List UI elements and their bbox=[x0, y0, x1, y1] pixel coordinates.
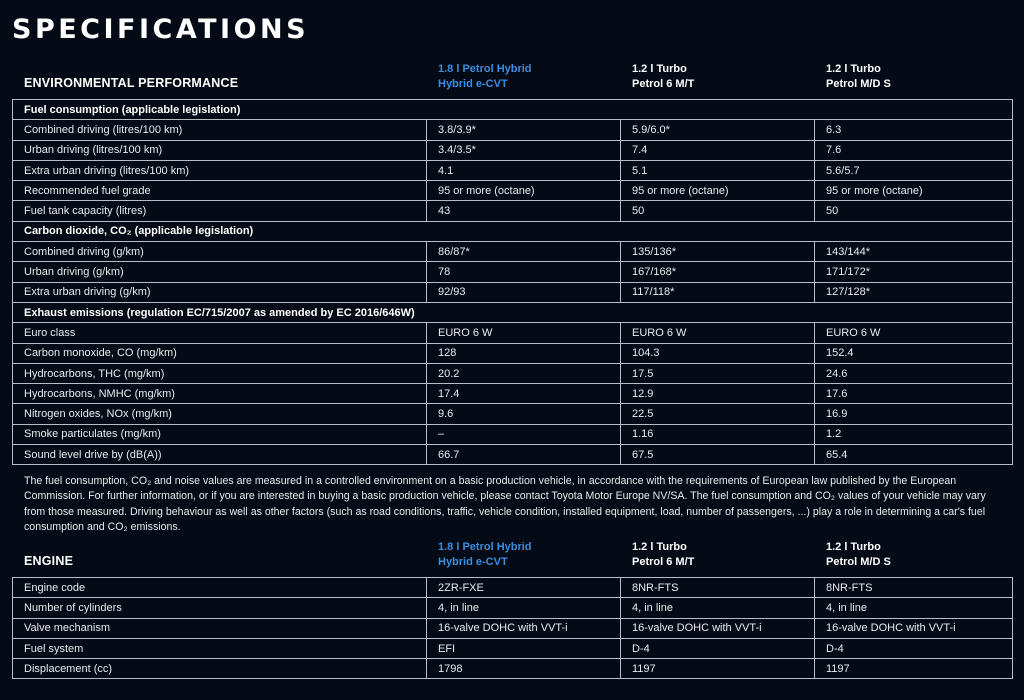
row-label: Combined driving (g/km) bbox=[13, 242, 427, 262]
measurement-note: The fuel consumption, CO₂ and noise values are measured in a controlled environment on a basic production vehicle, in accordance with the requirements of European law published by the European Commission. For further information, or if you are interested in buying a basic production vehicle, please contact Toyota Motor Europe NV/SA. The fuel consumption and CO₂ values of your vehicle may vary from those measured. Driving behaviour as well as other factors (such as road conditions, traffic, vehicle condition, installed equipment, load, number of passengers, ...) play a role in determining a car's fuel consumption and CO₂ emissions. bbox=[24, 475, 986, 533]
row-value: 86/87* bbox=[427, 242, 621, 262]
column-header-line2: Hybrid e-CVT bbox=[438, 556, 508, 568]
row-value: 128 bbox=[427, 343, 621, 363]
group-header-row bbox=[13, 302, 1013, 322]
group-header-row bbox=[13, 100, 1013, 120]
group-title: Exhaust emissions (regulation EC/715/2007 as amended by EC 2016/646W) bbox=[13, 302, 1013, 322]
row-value: 117/118* bbox=[621, 282, 815, 302]
row-value: 135/136* bbox=[621, 242, 815, 262]
row-value: EURO 6 W bbox=[621, 323, 815, 343]
row-label: Displacement (cc) bbox=[13, 659, 427, 679]
row-label: Recommended fuel grade bbox=[13, 181, 427, 201]
column-header-line1: 1.2 l Turbo bbox=[826, 63, 881, 75]
row-value: 16-valve DOHC with VVT-i bbox=[815, 618, 1013, 638]
row-value: 95 or more (octane) bbox=[621, 181, 815, 201]
row-value: 65.4 bbox=[815, 445, 1013, 465]
row-value: EURO 6 W bbox=[427, 323, 621, 343]
row-value: 4, in line bbox=[621, 598, 815, 618]
column-header-line1: 1.8 l Petrol Hybrid bbox=[438, 63, 532, 75]
column-header-line1: 1.2 l Turbo bbox=[632, 63, 687, 75]
table-row bbox=[13, 140, 1013, 160]
environmental-header bbox=[12, 62, 1012, 92]
row-label: Euro class bbox=[13, 323, 427, 343]
row-label: Urban driving (g/km) bbox=[13, 262, 427, 282]
row-value: 2ZR-FXE bbox=[427, 578, 621, 598]
row-label: Engine code bbox=[13, 578, 427, 598]
row-value: 95 or more (octane) bbox=[815, 181, 1013, 201]
row-value: 171/172* bbox=[815, 262, 1013, 282]
engine-table bbox=[12, 577, 1013, 679]
table-row bbox=[13, 445, 1013, 465]
row-label: Fuel tank capacity (litres) bbox=[13, 201, 427, 221]
row-value: 127/128* bbox=[815, 282, 1013, 302]
table-row bbox=[13, 120, 1013, 140]
environmental-title: ENVIRONMENTAL PERFORMANCE bbox=[24, 76, 239, 90]
row-value: 4, in line bbox=[427, 598, 621, 618]
row-label: Combined driving (litres/100 km) bbox=[13, 120, 427, 140]
column-header-line2: Petrol 6 M/T bbox=[632, 556, 695, 568]
table-row bbox=[13, 181, 1013, 201]
group-title: Fuel consumption (applicable legislation) bbox=[13, 100, 1013, 120]
row-value: 152.4 bbox=[815, 343, 1013, 363]
column-header-turbo-mt bbox=[632, 540, 694, 570]
row-label: Nitrogen oxides, NOx (mg/km) bbox=[13, 404, 427, 424]
table-row bbox=[13, 659, 1013, 679]
row-value: 1197 bbox=[815, 659, 1013, 679]
row-value: 4, in line bbox=[815, 598, 1013, 618]
row-label: Urban driving (litres/100 km) bbox=[13, 140, 427, 160]
column-header-line2: Petrol M/D S bbox=[826, 556, 891, 568]
column-header-turbo-mt bbox=[632, 62, 694, 92]
row-label: Number of cylinders bbox=[13, 598, 427, 618]
row-value: 5.6/5.7 bbox=[815, 160, 1013, 180]
row-value: 167/168* bbox=[621, 262, 815, 282]
row-value: 1798 bbox=[427, 659, 621, 679]
row-value: 7.4 bbox=[621, 140, 815, 160]
column-header-line1: 1.2 l Turbo bbox=[826, 541, 881, 553]
row-label: Extra urban driving (litres/100 km) bbox=[13, 160, 427, 180]
table-row bbox=[13, 618, 1013, 638]
table-row bbox=[13, 343, 1013, 363]
column-header-line2: Hybrid e-CVT bbox=[438, 78, 508, 90]
row-value: EURO 6 W bbox=[815, 323, 1013, 343]
row-value: 3.8/3.9* bbox=[427, 120, 621, 140]
row-label: Hydrocarbons, THC (mg/km) bbox=[13, 363, 427, 383]
row-value: 143/144* bbox=[815, 242, 1013, 262]
row-value: 17.5 bbox=[621, 363, 815, 383]
table-row bbox=[13, 323, 1013, 343]
row-value: 5.1 bbox=[621, 160, 815, 180]
row-value: 1197 bbox=[621, 659, 815, 679]
row-value: 17.4 bbox=[427, 384, 621, 404]
row-value: 104.3 bbox=[621, 343, 815, 363]
row-value: EFI bbox=[427, 638, 621, 658]
table-row bbox=[13, 242, 1013, 262]
row-value: 12.9 bbox=[621, 384, 815, 404]
row-value: 6.3 bbox=[815, 120, 1013, 140]
row-value: 78 bbox=[427, 262, 621, 282]
row-value: 8NR-FTS bbox=[815, 578, 1013, 598]
row-value: 24.6 bbox=[815, 363, 1013, 383]
group-title: Carbon dioxide, CO₂ (applicable legislation) bbox=[13, 221, 1013, 241]
environmental-table bbox=[12, 99, 1013, 465]
table-row bbox=[13, 598, 1013, 618]
row-value: 17.6 bbox=[815, 384, 1013, 404]
row-value: 16-valve DOHC with VVT-i bbox=[427, 618, 621, 638]
row-value: 43 bbox=[427, 201, 621, 221]
row-value: 20.2 bbox=[427, 363, 621, 383]
table-row bbox=[13, 638, 1013, 658]
table-row bbox=[13, 282, 1013, 302]
row-value: D-4 bbox=[815, 638, 1013, 658]
column-header-hybrid bbox=[438, 62, 532, 92]
group-header-row bbox=[13, 221, 1013, 241]
column-header-turbo-mds bbox=[826, 540, 891, 570]
row-value: 1.2 bbox=[815, 424, 1013, 444]
row-label: Carbon monoxide, CO (mg/km) bbox=[13, 343, 427, 363]
row-value: 50 bbox=[621, 201, 815, 221]
table-row bbox=[13, 404, 1013, 424]
row-label: Valve mechanism bbox=[13, 618, 427, 638]
row-value: 4.1 bbox=[427, 160, 621, 180]
engine-header bbox=[12, 540, 1012, 570]
row-value: 95 or more (octane) bbox=[427, 181, 621, 201]
row-value: 16.9 bbox=[815, 404, 1013, 424]
table-row bbox=[13, 424, 1013, 444]
row-value: 7.6 bbox=[815, 140, 1013, 160]
column-header-turbo-mds bbox=[826, 62, 891, 92]
row-value: 3.4/3.5* bbox=[427, 140, 621, 160]
row-value: 8NR-FTS bbox=[621, 578, 815, 598]
row-value: 67.5 bbox=[621, 445, 815, 465]
row-value: 9.6 bbox=[427, 404, 621, 424]
table-row bbox=[13, 578, 1013, 598]
row-value: 66.7 bbox=[427, 445, 621, 465]
row-value: 1.16 bbox=[621, 424, 815, 444]
engine-title: ENGINE bbox=[24, 554, 74, 568]
column-header-hybrid bbox=[438, 540, 532, 570]
row-value: 5.9/6.0* bbox=[621, 120, 815, 140]
table-row bbox=[13, 262, 1013, 282]
row-label: Hydrocarbons, NMHC (mg/km) bbox=[13, 384, 427, 404]
column-header-line2: Petrol M/D S bbox=[826, 78, 891, 90]
row-value: 16-valve DOHC with VVT-i bbox=[621, 618, 815, 638]
row-label: Extra urban driving (g/km) bbox=[13, 282, 427, 302]
row-label: Smoke particulates (mg/km) bbox=[13, 424, 427, 444]
row-label: Fuel system bbox=[13, 638, 427, 658]
row-value: 92/93 bbox=[427, 282, 621, 302]
column-header-line2: Petrol 6 M/T bbox=[632, 78, 695, 90]
row-label: Sound level drive by (dB(A)) bbox=[13, 445, 427, 465]
table-row bbox=[13, 160, 1013, 180]
column-header-line1: 1.8 l Petrol Hybrid bbox=[438, 541, 532, 553]
row-value: – bbox=[427, 424, 621, 444]
table-row bbox=[13, 201, 1013, 221]
table-row bbox=[13, 384, 1013, 404]
column-header-line1: 1.2 l Turbo bbox=[632, 541, 687, 553]
table-row bbox=[13, 363, 1013, 383]
row-value: D-4 bbox=[621, 638, 815, 658]
row-value: 22.5 bbox=[621, 404, 815, 424]
page-title: SPECIFICATIONS bbox=[12, 14, 310, 45]
row-value: 50 bbox=[815, 201, 1013, 221]
